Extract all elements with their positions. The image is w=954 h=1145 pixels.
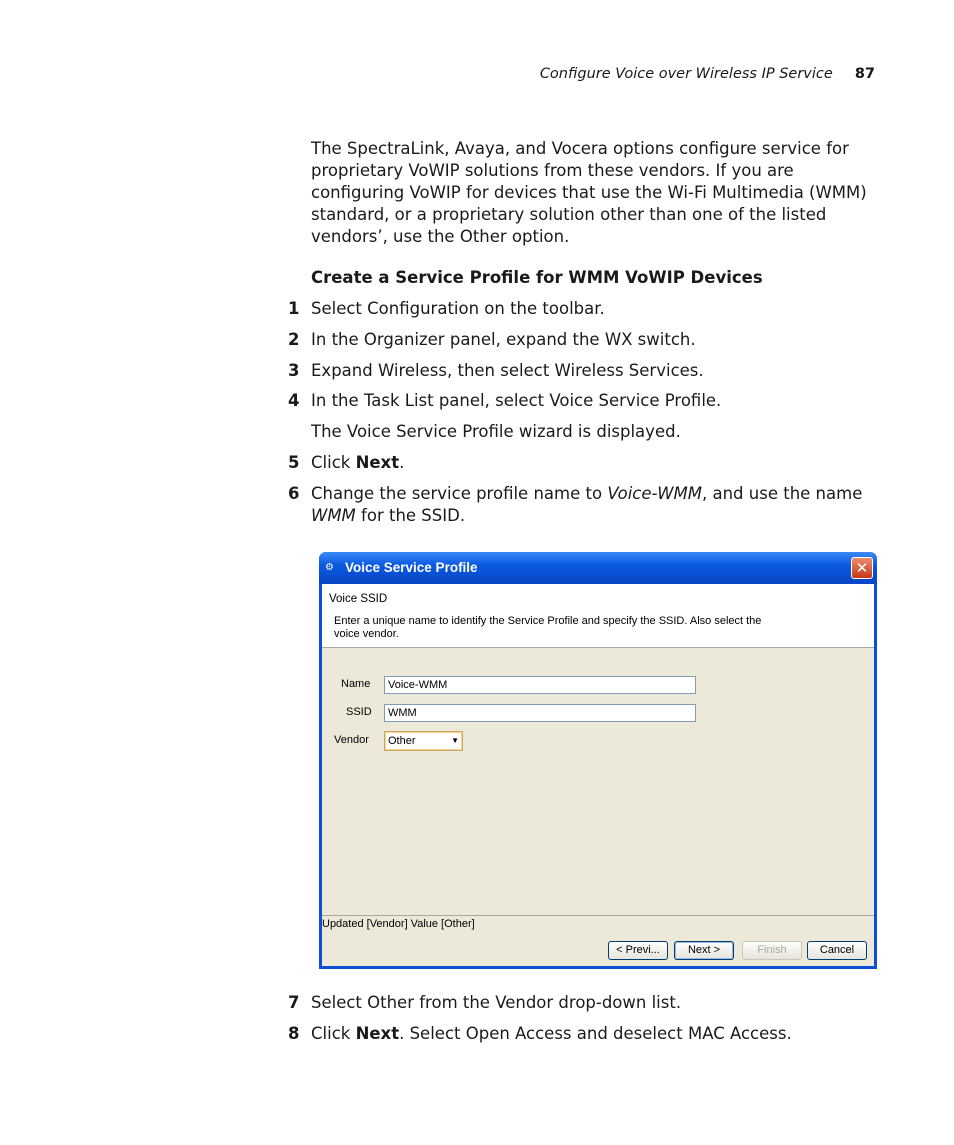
step-text-part: for the SSID.	[355, 506, 466, 525]
app-icon: ⚙	[325, 562, 334, 573]
step-text-bold: Next	[355, 453, 400, 472]
step-text: Expand Wireless, then select Wireless Services.	[311, 361, 704, 380]
step-text-part: Click	[311, 1024, 356, 1043]
wizard-header	[322, 584, 874, 648]
step-number: 4	[288, 391, 300, 410]
step-text: In the Task List panel, select Voice Service Profile.	[311, 391, 722, 410]
step-text-part: , and use the name	[702, 484, 863, 503]
wizard-section-title: Voice SSID	[329, 593, 388, 605]
step-number: 6	[288, 484, 300, 503]
close-icon: ✕	[855, 559, 869, 577]
step-text	[311, 483, 871, 527]
name-input[interactable]: Voice-WMM	[384, 676, 696, 694]
step-number: 2	[288, 330, 300, 349]
ssid-label: SSID	[346, 706, 372, 718]
step-number: 8	[288, 1024, 300, 1043]
step-text-part: Change the service profile name to	[311, 484, 608, 503]
step-text-italic: WMM	[311, 506, 356, 525]
step-text	[311, 1023, 871, 1045]
status-bar: Updated [Vendor] Value [Other]	[322, 915, 874, 933]
step-text: Select Other from the Vendor drop-down list.	[311, 993, 682, 1012]
step-text-part: . Select Open Access and deselect MAC Access.	[399, 1024, 792, 1043]
intro-paragraph: The SpectraLink, Avaya, and Vocera options configure service for proprietary VoWIP solutions from these vendors. If you are configuring VoWIP for devices that use the Wi-Fi Multimedia (WMM) standard, or a proprietary solution other than one of the listed vendors’, use the Other option.	[311, 139, 867, 246]
step-text-bold: Next	[355, 1024, 400, 1043]
step-number: 1	[288, 299, 300, 318]
step-text: Select Configuration on the toolbar.	[311, 299, 605, 318]
step-number: 5	[288, 453, 300, 472]
dialog-titlebar[interactable]	[319, 552, 877, 584]
page-number: 87	[854, 66, 875, 82]
dropdown-arrow-icon[interactable]: ▼	[451, 736, 459, 745]
voice-service-profile-dialog	[319, 552, 877, 969]
step-4-note: The Voice Service Profile wizard is displayed.	[311, 422, 681, 441]
step-number: 3	[288, 361, 300, 380]
vendor-selected-value: Other	[388, 735, 416, 747]
page-header	[0, 66, 875, 82]
name-label: Name	[341, 678, 371, 690]
vendor-select[interactable]	[384, 731, 463, 751]
cancel-button[interactable]: Cancel	[807, 941, 867, 960]
ssid-input[interactable]: WMM	[384, 704, 696, 722]
vendor-label: Vendor	[334, 734, 369, 746]
dialog-body	[322, 584, 874, 966]
step-text: In the Organizer panel, expand the WX switch.	[311, 330, 696, 349]
dialog-title: Voice Service Profile	[345, 560, 478, 575]
running-header-title: Configure Voice over Wireless IP Service	[539, 66, 833, 82]
step-text	[311, 452, 871, 474]
step-text-italic: Voice-WMM	[607, 484, 702, 503]
next-button[interactable]: Next >	[674, 941, 734, 960]
previous-button[interactable]: < Previ...	[608, 941, 668, 960]
step-number: 7	[288, 993, 300, 1012]
close-button[interactable]	[851, 557, 873, 579]
wizard-description: Enter a unique name to identify the Service Profile and specify the SSID. Also select the voice vendor.	[334, 615, 762, 640]
step-text-part: .	[399, 453, 405, 472]
finish-button: Finish	[742, 941, 802, 960]
section-heading: Create a Service Profile for WMM VoWIP Devices	[311, 268, 763, 287]
step-text-part: Click	[311, 453, 356, 472]
